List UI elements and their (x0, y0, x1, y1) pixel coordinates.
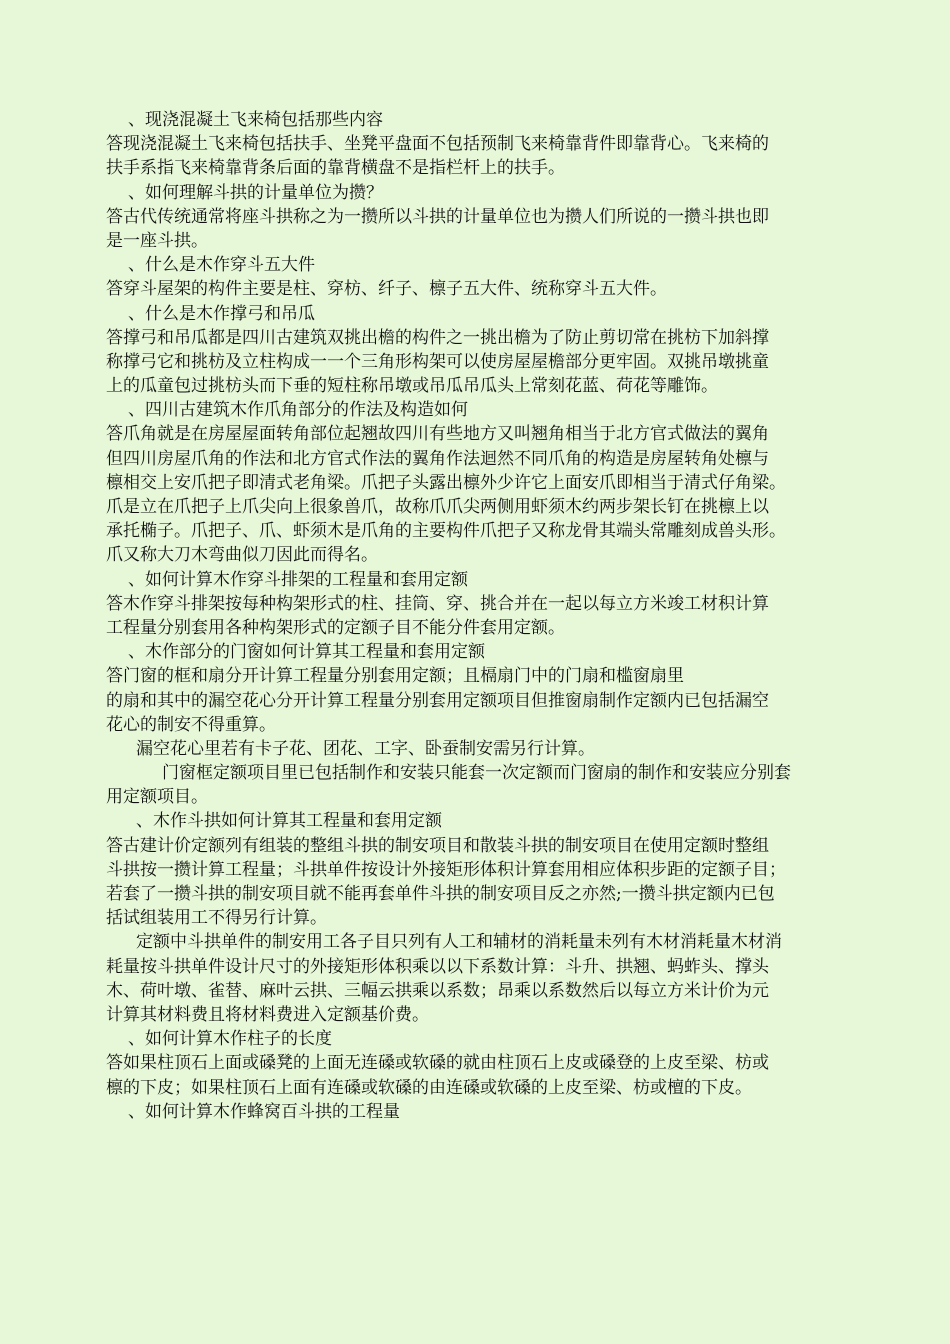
answer-line: 称撑弓它和挑枋及立柱构成一一个三角形构架可以使房屋屋檐部分更牢固。双挑吊墩挑童 (106, 351, 769, 372)
answer-line: 答古建计价定额列有组装的整组斗拱的制安项目和散装斗拱的制安项目在使用定额时整组 (106, 835, 769, 856)
question-heading: 、如何理解斗拱的计量单位为攒？ (128, 182, 383, 203)
answer-line: 上的瓜童包过挑枋头而下垂的短柱称吊墩或吊瓜吊瓜头上常刻花蓝、荷花等雕饰。 (106, 376, 718, 397)
question-heading: 、四川古建筑木作爪角部分的作法及构造如何 (128, 400, 468, 421)
answer-line: 答穿斗屋架的构件主要是柱、穿枋、纤子、檩子五大件、统称穿斗五大件。 (106, 279, 667, 300)
answer-line: 斗拱按一攒计算工程量；斗拱单件按设计外接矩形体积计算套用相应体积步距的定额子目； (106, 859, 786, 880)
answer-line: 答爪角就是在房屋屋面转角部位起翘故四川有些地方又叫翘角相当于北方官式做法的翼角 (106, 424, 769, 445)
answer-line: 答撑弓和吊瓜都是四川古建筑双挑出檐的构件之一挑出檐为了防止剪切常在挑枋下加斜撑 (106, 327, 769, 348)
answer-line: 答木作穿斗排架按每种构架形式的柱、挂筒、穿、挑合并在一起以每立方米竣工材积计算 (106, 593, 769, 614)
answer-line: 但四川房屋爪角的作法和北方官式作法的翼角作法迴然不同爪角的构造是房屋转角处檩与 (106, 448, 769, 469)
question-heading: 、如何计算木作穿斗排架的工程量和套用定额 (128, 569, 468, 590)
answer-line: 花心的制安不得重算。 (106, 714, 276, 735)
answer-line: 工程量分别套用各种构架形式的定额子目不能分件套用定额。 (106, 617, 565, 638)
answer-line: 答门窗的框和扇分开计算工程量分别套用定额；且槅扇门中的门扇和槛窗扇里 (106, 666, 684, 687)
question-heading: 、现浇混凝土飞来椅包括那些内容 (128, 110, 383, 130)
answer-line: 答现浇混凝土飞来椅包括扶手、坐凳平盘面不包括预制飞来椅靠背件即靠背心。飞来椅的 (106, 134, 769, 155)
answer-line: 爪又称大刀木弯曲似刀因此而得名。 (106, 545, 378, 566)
question-heading: 、什么是木作撑弓和吊瓜 (128, 303, 315, 324)
answer-line: 的扇和其中的漏空花心分开计算工程量分别套用定额项目但推窗扇制作定额内已包括漏空 (106, 690, 769, 711)
answer-line: 爪是立在爪把子上爪尖向上很象兽爪，故称爪爪尖两侧用虾须木约两步架长钉在挑檩上以 (106, 497, 769, 517)
answer-line: 耗量按斗拱单件设计尺寸的外接矩形体积乘以以下系数计算：斗升、拱翘、蚂蚱头、撑头 (106, 956, 769, 977)
answer-line: 檩的下皮；如果柱顶石上面有连磉或软磉的由连磉或软磉的上皮至梁、枋或檀的下皮。 (106, 1077, 752, 1098)
question-heading: 、木作部分的门窗如何计算其工程量和套用定额 (128, 642, 485, 663)
answer-line: 若套了一攒斗拱的制安项目就不能再套单件斗拱的制安项目反之亦然;一攒斗拱定额内已包 (106, 884, 775, 904)
question-heading: 、如何计算木作柱子的长度 (128, 1029, 332, 1050)
question-heading: 、如何计算木作蜂窝百斗拱的工程量 (128, 1101, 400, 1122)
answer-line: 承托椭子。爪把子、爪、虾须木是爪角的主要构件爪把子又称龙骨其端头常雕刻成兽头形。 (106, 521, 786, 542)
answer-line: 用定额项目。 (106, 787, 208, 808)
document-page (106, 108, 868, 1124)
answer-line: 答如果柱顶石上面或磉凳的上面无连磉或软磉的就由柱顶石上皮或磉登的上皮至梁、枋或 (106, 1053, 769, 1074)
answer-line: 计算其材料费且将材料费进入定额基价费。 (106, 1004, 429, 1025)
answer-line: 是一座斗拱。 (106, 230, 208, 251)
indented-paragraph: 定额中斗拱单件的制安用工各子目只列有人工和辅材的消耗量未列有木材消耗量木材消 (136, 932, 782, 953)
answer-line: 檩相交上安爪把子即清式老角梁。爪把子头露出檩外少许它上面安爪即相当于清式仔角梁。 (106, 472, 786, 493)
answer-line: 答古代传统通常将座斗拱称之为一攒所以斗拱的计量单位也为攒人们所说的一攒斗拱也即 (106, 206, 769, 227)
question-heading: 、什么是木作穿斗五大件 (128, 255, 315, 276)
answer-line: 木、荷叶墩、雀替、麻叶云拱、三幅云拱乘以系数；昂乘以系数然后以每立方米计价为元 (106, 980, 769, 1001)
answer-line: 扶手系指飞来椅靠背条后面的靠背横盘不是指栏杆上的扶手。 (106, 158, 565, 179)
answer-line: 括试组装用工不得另行计算。 (106, 908, 327, 929)
question-heading: 、木作斗拱如何计算其工程量和套用定额 (136, 811, 442, 832)
indented-paragraph: 门窗框定额项目里已包括制作和安装只能套一次定额而门窗扇的制作和安装应分别套 (162, 763, 791, 784)
indented-paragraph: 漏空花心里若有卡子花、团花、工字、卧蚕制安需另行计算。 (136, 738, 595, 759)
